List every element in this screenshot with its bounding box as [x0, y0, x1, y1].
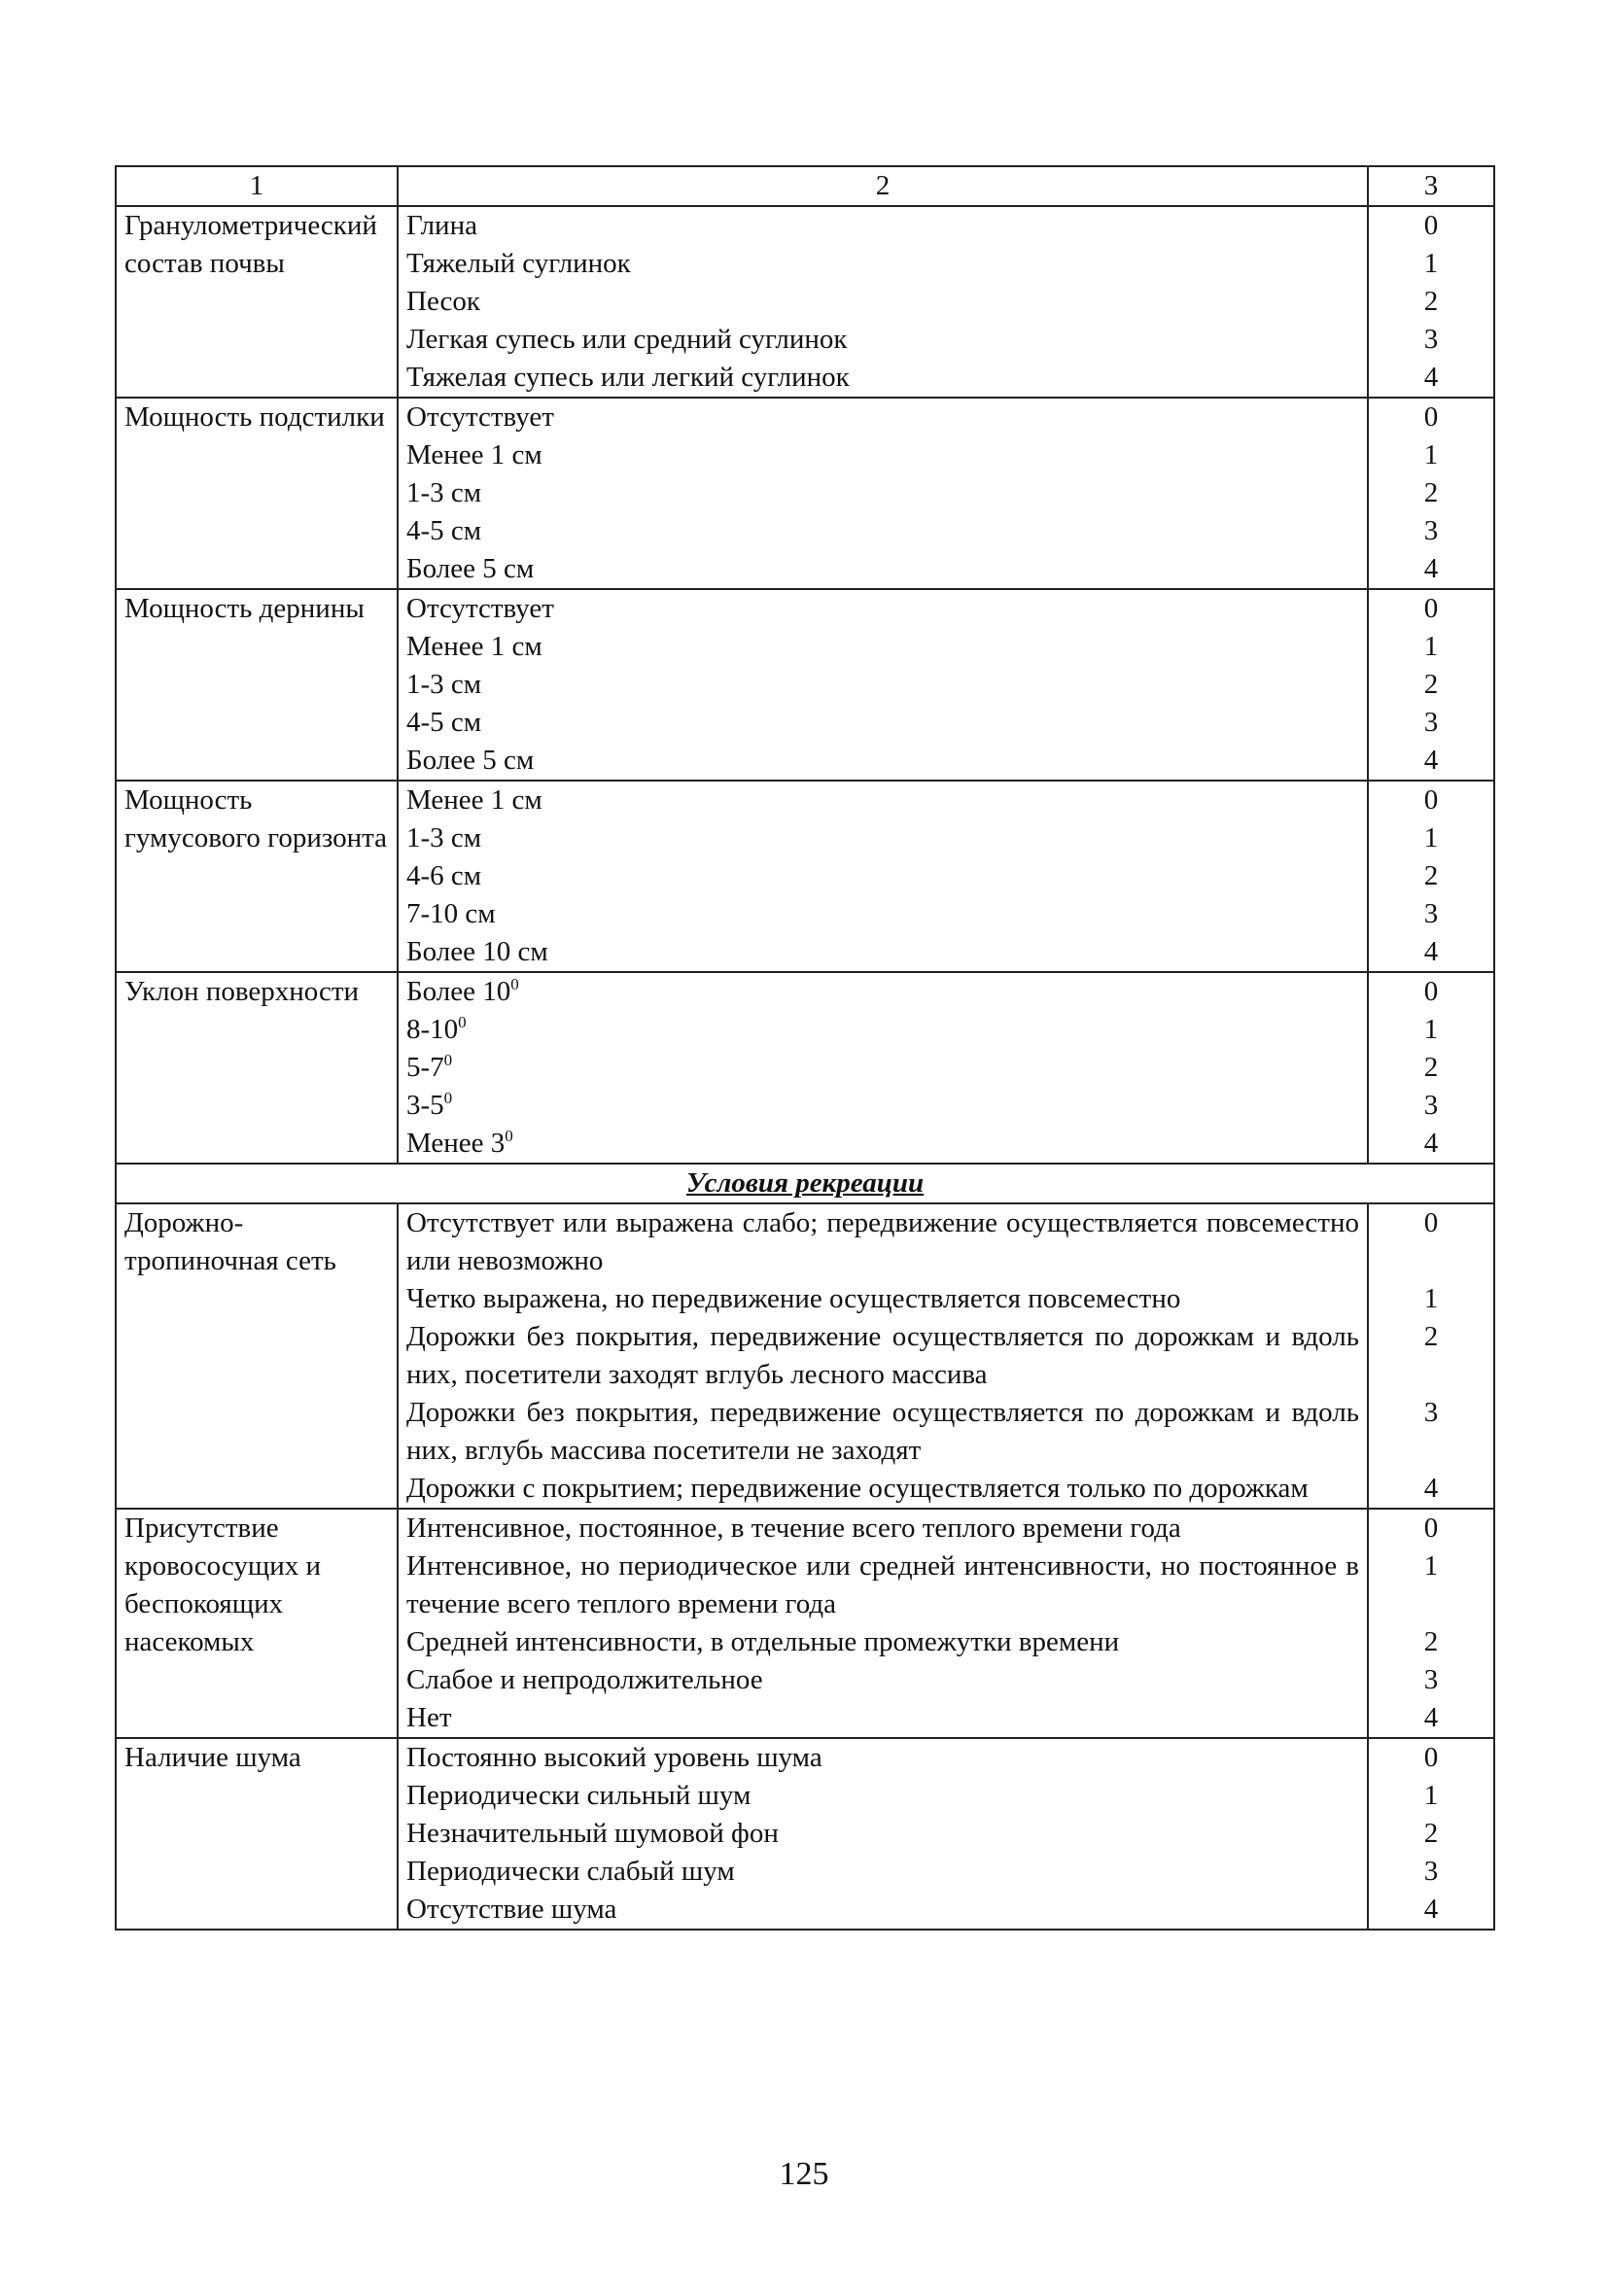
criterion-label: Мощность гумусового горизонта: [124, 784, 388, 853]
option-text: [406, 973, 1359, 1011]
criterion-label: Мощность подстилки: [124, 401, 385, 433]
options-cell: [398, 1738, 1368, 1930]
degree-superscript: 0: [510, 975, 519, 994]
scores-cell: [1368, 781, 1494, 972]
criterion-cell: [116, 781, 398, 972]
option-label: Более 5 см: [406, 553, 535, 584]
criterion-row: [116, 398, 1494, 589]
option-score: 3: [1423, 1856, 1439, 1887]
option-text: [406, 1777, 1359, 1815]
degree-superscript: 0: [443, 1089, 453, 1108]
option-label: Отсутствует: [406, 401, 554, 433]
degree-superscript: 0: [505, 1127, 513, 1146]
criterion-row: [116, 972, 1494, 1164]
option-score: 2: [1423, 860, 1439, 891]
option-label: Более 5 см: [406, 745, 535, 776]
option-text: [406, 283, 1359, 321]
option-label: 4-5 см: [406, 707, 482, 738]
option-text: [406, 704, 1359, 742]
option-text: [406, 1739, 1359, 1777]
criterion-cell: [116, 1509, 398, 1738]
degree-superscript: 0: [458, 1013, 467, 1032]
option-score: 4: [1423, 362, 1439, 393]
scores-cell: [1368, 1509, 1494, 1738]
option-text: [406, 1699, 1359, 1737]
options-cell: [398, 972, 1368, 1164]
criterion-row: [116, 206, 1494, 398]
option-text: [406, 1049, 1359, 1087]
option-label: 8-10: [406, 1014, 459, 1045]
degree-superscript: 0: [443, 1051, 453, 1070]
option-score: 0: [1423, 210, 1439, 241]
option-text: [406, 933, 1359, 971]
option-text: [406, 1280, 1359, 1318]
option-label: 1-3 см: [406, 477, 482, 508]
header-col3: 3: [1368, 166, 1494, 206]
criterion-label: Мощность дернины: [124, 593, 365, 624]
option-text: [406, 1891, 1359, 1929]
options-cell: [398, 589, 1368, 781]
option-text: [406, 1548, 1359, 1623]
option-score: 0: [1423, 1513, 1439, 1544]
criterion-cell: [116, 398, 398, 589]
scores-cell: [1368, 206, 1494, 398]
option-score: 3: [1423, 1664, 1439, 1695]
criterion-label: Гранулометрический состав почвы: [124, 210, 377, 279]
options-cell: [398, 206, 1368, 398]
option-label: Периодически слабый шум: [406, 1856, 735, 1887]
criterion-label: Наличие шума: [124, 1742, 301, 1773]
options-cell: [398, 1203, 1368, 1509]
option-score: 4: [1423, 553, 1439, 584]
option-label: Менее 3: [406, 1128, 506, 1159]
option-score: 0: [1423, 784, 1439, 816]
criterion-label: Уклон поверхности: [124, 976, 360, 1007]
option-score: 4: [1423, 1128, 1439, 1159]
option-label: Тяжелый суглинок: [406, 248, 631, 279]
option-score: 2: [1423, 286, 1439, 317]
option-score: 1: [1423, 631, 1439, 662]
option-text: [406, 1087, 1359, 1125]
option-label: Средней интенсивности, в отдельные промежутки времени: [406, 1626, 1120, 1657]
criterion-row: [116, 1509, 1494, 1738]
option-text: [406, 474, 1359, 512]
criterion-cell: [116, 589, 398, 781]
criterion-label: Присутствие кровососущих и беспокоящих насекомых: [124, 1513, 322, 1657]
option-label: Интенсивное, но периодическое или средней интенсивности, но постоянное в течение всего теплого времени года: [406, 1550, 1359, 1619]
scores-cell: [1368, 398, 1494, 589]
option-text: [406, 245, 1359, 283]
criterion-row: [116, 1738, 1494, 1930]
option-text: [406, 1204, 1359, 1280]
options-cell: [398, 1509, 1368, 1738]
option-score: 2: [1423, 669, 1439, 700]
option-score: 1: [1423, 1780, 1439, 1811]
option-label: Менее 1 см: [406, 439, 542, 470]
criteria-table: [115, 165, 1495, 1931]
option-text: [406, 895, 1359, 933]
option-score: 1: [1423, 1283, 1439, 1314]
option-text: [406, 1011, 1359, 1049]
option-score: 3: [1423, 707, 1439, 738]
criterion-label: Дорожно-тропиночная сеть: [124, 1207, 336, 1276]
section-title: Условия рекреации: [116, 1164, 1494, 1203]
option-text: [406, 782, 1359, 819]
option-label: Слабое и непродолжительное: [406, 1664, 763, 1695]
option-text: [406, 1661, 1359, 1699]
option-label: Менее 1 см: [406, 631, 542, 662]
criteria-table-body: [116, 166, 1494, 1930]
option-text: [406, 207, 1359, 245]
option-label: Легкая супесь или средний суглинок: [406, 324, 848, 355]
option-label: Интенсивное, постоянное, в течение всего теплого времени года: [406, 1513, 1181, 1544]
option-text: [406, 1815, 1359, 1853]
option-label: 5-7: [406, 1052, 444, 1083]
option-score: 2: [1423, 1052, 1439, 1083]
option-text: [406, 1853, 1359, 1891]
option-text: [406, 819, 1359, 857]
option-label: Незначительный шумовой фон: [406, 1818, 779, 1849]
scores-cell: [1368, 589, 1494, 781]
option-label: Дорожки без покрытия, передвижение осуществляется по дорожкам и вдоль них, вглубь массива посетители не заходят: [406, 1397, 1359, 1466]
criterion-cell: [116, 206, 398, 398]
criterion-row: [116, 1203, 1494, 1509]
option-label: Отсутствие шума: [406, 1894, 617, 1925]
option-score: 1: [1423, 248, 1439, 279]
option-score: 2: [1423, 1321, 1439, 1352]
option-score: 3: [1423, 898, 1439, 929]
scores-cell: [1368, 1738, 1494, 1930]
header-col2: 2: [398, 166, 1368, 206]
header-row: [116, 166, 1494, 206]
option-text: [406, 550, 1359, 588]
option-score: 0: [1423, 976, 1439, 1007]
page-number: 125: [779, 2156, 829, 2192]
criterion-row: [116, 589, 1494, 781]
option-label: 4-6 см: [406, 860, 482, 891]
option-label: Постоянно высокий уровень шума: [406, 1742, 822, 1773]
option-label: Дорожки без покрытия, передвижение осуществляется по дорожкам и вдоль них, посетители заходят вглубь лесного массива: [406, 1321, 1359, 1390]
option-score: 4: [1423, 745, 1439, 776]
option-score: 3: [1423, 1090, 1439, 1121]
option-label: Тяжелая супесь или легкий суглинок: [406, 362, 850, 393]
option-score: 4: [1423, 1894, 1439, 1925]
criterion-row: [116, 781, 1494, 972]
option-label: Более 10: [406, 976, 511, 1007]
option-text: [406, 1394, 1359, 1470]
header-col1: 1: [116, 166, 398, 206]
option-score: 2: [1423, 1818, 1439, 1849]
option-label: 1-3 см: [406, 669, 482, 700]
option-label: Отсутствует: [406, 593, 554, 624]
section-row: [116, 1164, 1494, 1203]
option-label: Отсутствует или выражена слабо; передвижение осуществляется повсеместно или невозможно: [406, 1207, 1359, 1276]
option-score: 4: [1423, 936, 1439, 967]
options-cell: [398, 781, 1368, 972]
option-text: [406, 436, 1359, 474]
option-label: Более 10 см: [406, 936, 548, 967]
option-score: 0: [1423, 593, 1439, 624]
option-text: [406, 628, 1359, 666]
option-score: 1: [1423, 439, 1439, 470]
option-text: [406, 359, 1359, 397]
option-score: 1: [1423, 822, 1439, 853]
option-text: [406, 1125, 1359, 1163]
option-text: [406, 1623, 1359, 1661]
option-text: [406, 742, 1359, 780]
criterion-cell: [116, 972, 398, 1164]
option-score: 3: [1423, 324, 1439, 355]
option-score: 1: [1423, 1550, 1439, 1582]
criterion-cell: [116, 1738, 398, 1930]
option-text: [406, 321, 1359, 359]
option-score: 3: [1423, 1397, 1439, 1428]
option-label: 7-10 см: [406, 898, 496, 929]
option-score: 2: [1423, 477, 1439, 508]
option-label: 1-3 см: [406, 822, 482, 853]
scores-cell: [1368, 1203, 1494, 1509]
option-label: Нет: [406, 1702, 452, 1733]
criterion-cell: [116, 1203, 398, 1509]
option-label: 4-5 см: [406, 515, 482, 546]
option-score: 1: [1423, 1014, 1439, 1045]
option-score: 0: [1423, 1742, 1439, 1773]
option-label: Менее 1 см: [406, 784, 542, 816]
option-score: 2: [1423, 1626, 1439, 1657]
option-score: 0: [1423, 1207, 1439, 1238]
option-label: Глина: [406, 210, 477, 241]
option-label: Дорожки с покрытием; передвижение осуществляется только по дорожкам: [406, 1473, 1309, 1504]
option-text: [406, 666, 1359, 704]
scores-cell: [1368, 972, 1494, 1164]
option-score: 3: [1423, 515, 1439, 546]
option-text: [406, 1510, 1359, 1548]
options-cell: [398, 398, 1368, 589]
option-score: 4: [1423, 1473, 1439, 1504]
option-label: Песок: [406, 286, 480, 317]
option-text: [406, 1318, 1359, 1394]
option-label: 3-5: [406, 1090, 444, 1121]
option-text: [406, 590, 1359, 628]
option-label: Периодически сильный шум: [406, 1780, 752, 1811]
option-text: [406, 399, 1359, 436]
option-text: [406, 512, 1359, 550]
option-label: Четко выражена, но передвижение осуществляется повсеместно: [406, 1283, 1181, 1314]
option-text: [406, 857, 1359, 895]
option-score: 4: [1423, 1702, 1439, 1733]
option-text: [406, 1470, 1359, 1508]
option-score: 0: [1423, 401, 1439, 433]
